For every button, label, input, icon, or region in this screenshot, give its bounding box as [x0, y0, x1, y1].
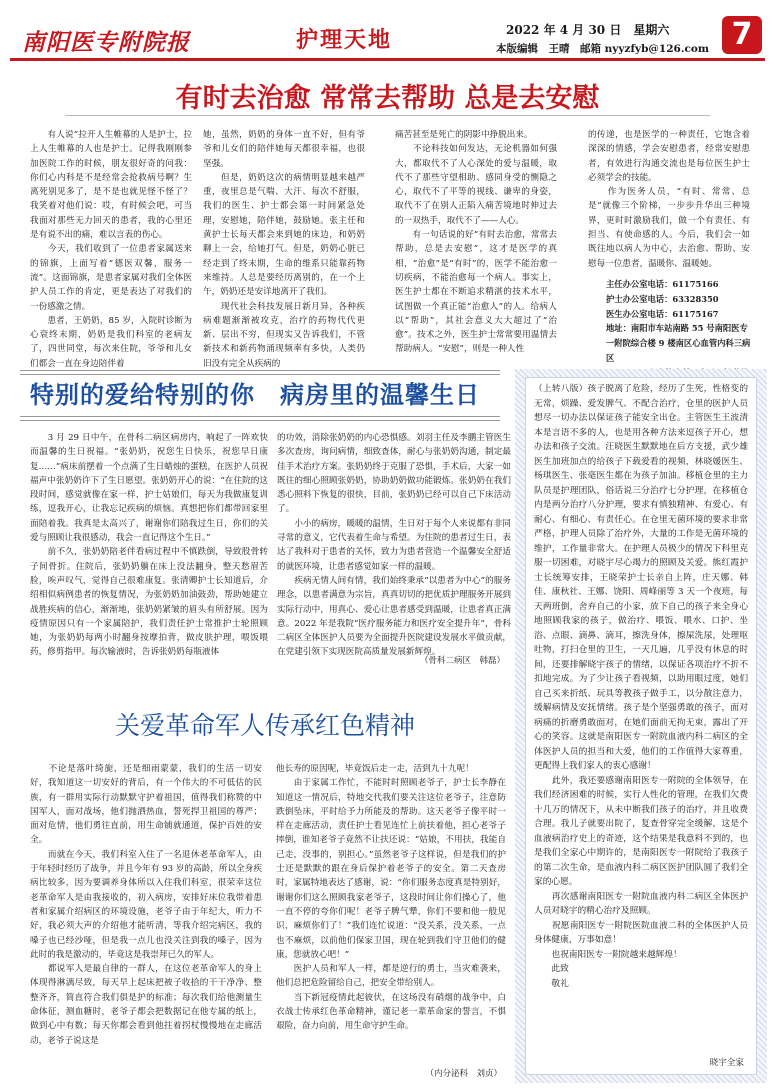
article1-column-2: 她，虽然，奶奶的身体一直不好，但有爷爷和儿女们的陪伴她每天都很幸福，也很坚强。 但是，奶奶这次的病情明显越来越严重，夜里总是气喘、大汗、每次不舒服，我们的医生、护士都会第一时间紧急处理，安慰她，陪伴她，鼓励她。张主任和黄护士长每天都会来到她的床边，和奶奶聊上一会，给她打气。但是，奶奶心脏已经走到了终末期，生命的维系只能靠药物来维持。人总是要经历离别的，在一个上午，奶奶还是安详地离开了我们。 现代社会科技发展日新月异，各种疾病难题渐渐被攻克，治疗的药物代代更新、层出不穷，但现实又告诉我们，不管新技术和新药物涌现频率有多快，人类仍旧没有完全从疾病的	[203, 130, 365, 369]
article3-column-2: 他长寿的原因呢，毕竟饭后走一走，活到九十九呢！ 由于家属工作忙，不能时时照顾老爷子，护士长李静在知道这一情况后，特地交代我们要关注这位老爷子，注意防跌倒坠床，平时给予力所能及的帮助。这天老爷子像平时一样在走廊活动，责任护士看见连忙上前扶着他，担心老爷子摔倒，谁知老爷子竟然不让扶还说：“姑娘，不用扶，我能自己走，没事的，别担心。”虽然老爷子这样说，但是我们的护士还是默默的跟在身后保护着老爷子的安全。第二天查房时，家属特地表达了感谢，说：“你们服务态度真是特别好，谢谢你们这么照顾我家老爷子，这段时间让你们操心了，他一直不停的夸你们呢！老爷子脾气犟，你们不要和他一般见识，麻烦你们了！”我们连忙说道：“没关系，没关系，一点也不麻烦，以前他们保家卫国，现在轮到我们守卫他们的健康，您就放心吧！” 医护人员和军人一样，都是逆行的勇士，当灾难袭来，他们总把危险留给自己，把安全带给别人。 当下新冠疫情此起彼伏，在这场没有硝烟的战争中，白衣战士传承红色革命精神，谨记老一辈革命家的誓言，不惧艰险，奋力向前，用生命守护生命。	[276, 764, 506, 1032]
article3-column-1: 不论是落叶绮旎，还是细雨蒙蒙，我们的生活一切安好，我知道这一切安好的背后，有一个伟大的不可低估的民族，有一群用实际行动默默守护着祖国，值得我们称赞的中国军人，面对战场，他们抛洒热血，誓死捍卫祖国的尊严；面对危情，他们勇往直前，用生命铺就通道，保护百姓的安全。 而就在今天，我们科室入住了一名退休老革命军人，由于年轻时经历了战争，并且今年有 93 岁的高龄，所以全身疾病比较多，因为要调养身体所以入住我们科室，很荣幸这位老革命军人是由我接收的，初入病房，安排好床位我带着患者和家属介绍病区的环境设施，老爷子由于年纪大，听力不好，我必须大声的介绍他才能听清，等我介绍完病区，我的嗓子也已经沙哑，但是我一点儿也没关注到我的嗓子，因为此时的我是激动的，毕竟这是我崇拜已久的军人。 都说军人是最自律的一群人，在这位老革命军人的身上体现得淋漓尽致，每天早上起床把被子收拾的干干净净、整整齐齐，简直符合我们俱是护的标准；每次我们给他测量生命体征，测血糖时，老爷子都会把数据记在他专属的纸上，做到心中有数；每天你都会看到他拄着拐杖慢慢地在走廊活动，老爷子说这是	[30, 764, 262, 1046]
sidebar-letter-text: （上转八版）孩子脱离了危险，经历了生死，性格变的无常，烦躁、爱发脾气、不配合治疗，仓里的医护人员想尽一切办法以保证孩子能安全出仓。主管医生王波清本是言语不多的人，也是用各种方法来逗孩子开心，想办法和孩子交流。汪晓医生默默地在后方支援，武少雄医生加班加点的给孩子下载爱看的视频，林晓媛医生、杨琪医生、张毫医生都在为孩子加油。移植仓里的主力队员是护理团队，俗话说三分治疗七分护理，在移植仓内是两分治疗八分护理，要求有慎独精神、有爱心、有耐心、有细心、有责任心。在仓里无菌环境的要求非常严格，护理人员除了治疗外，大量的工作是无菌环境的维护，工作量非常大。在护理人员极少的情况下科里克服一切困难，对晓宇尽心竭力的照顾及关爱。熊红霞护士长统筹安排，王晓荣护士长亲自上阵，庄天娜、韩佳、康秋社、王娜、饶阳、周峰丽等 3 天一个夜班，每天两班倒，舍弃自己的小家，放下自己的孩子来全身心地照顾我家的孩子，做治疗、喂饭、喂水、口护、坐浴、点眼、滴鼻、滴耳，擦洗身体，擦屎洗尿，处理呕吐物，打扫仓里的卫生，一天几遍，几乎没有休息的时间，还要排解晓宇孩子的情绪，以保证各项治疗不折不扣地完成。为了少让孩子看视频，以助用眼过度，她们自己买来折纸、玩具等教孩子做手工，以分散注意力，缓解病情及安抚情绪。孩子是个坚强勇敢的孩子，面对病痛的折磨勇敢面对，在她们面前无拘无束，露出了开心的笑容。这就是南阳医专一附院血液内科二病区的全体医护人员的担当和大爱，他们的工作值得大家尊重，更配得上我们家人的衷心感谢！ 此外，我还要感谢南阳医专一附院的全体领导，在我们经济困难的时候，实行人性化的管理，在我们欠费十几万的情况下，从未中断我们孩子的治疗，并且收费合理。我儿子就要出院了，复查骨穿完全缓解，这是个血液病治疗史上的奇迹，这个结果是我意料不到的，也是我们全家心中期许的，是南阳医专一附院给了我孩子的第二次生命，是血液内科二病区医护团队圆了我们全家的心愿。 再次感谢南阳医专一附院血液内科二病区全体医护人员对晓宇的精心治疗及照顾。 祝愿南阳医专一附院医院血液二科的全体医护人员身体健康，万事如意！ 也祝南阳医专一附院越来越辉煌！ 此致 敬礼	[534, 384, 748, 989]
page-number-badge: 7	[722, 16, 762, 54]
sidebar-inner-panel	[525, 377, 757, 1075]
section-name: 护理天地	[296, 28, 393, 53]
article3-signature: （内分泌科 刘贞）	[425, 1069, 502, 1079]
contact-address: 地址：南阳市车站南路 55 号南阳医专一附院综合楼 9 楼南区心血管内科三病区	[606, 323, 751, 363]
article1-column-1: 有人说“拉开人生帷幕的人是护士，拉上人生帷幕的人也是护士。记得我刚刚参加医院工作的时候，朋友很好奇的问我：你们心内科是不是经常会抢救病号啊？生离死别见多了，是不是也就见怪不怪了？我笑着对他们说：哎，有时候会吧，可当我面对那些无力回天的患者，我的心里还是有说不出的痛，难以言表的伤心。 今天，我们收到了一位患者家属送来的锦旗，上面写着“德医双馨，服务一流”。这面锦旗，是患者家属对我们全体医护人员工作的肯定，更是表达了对我们的一份感激之情。 患者，王奶奶，85 岁，入院时诊断为心衰终末期，奶奶是我们科室的老病友了，四世同堂，每次来住院，爷爷和儿女们都会一直在身边陪伴着	[30, 130, 192, 369]
article2-bottom-rule	[20, 416, 500, 421]
article1-headline: 有时去治愈 常常去帮助 总是去安慰	[175, 83, 600, 114]
contact-block	[606, 277, 756, 381]
article2-signature: （骨科二病区 韩磊）	[419, 656, 505, 666]
article2-column-2: 的功效，消除张奶奶的内心恐惧感。刘羽主任及李鹏主管医生多次查房，询问病情，细致查体，耐心与张奶奶沟通，制定最佳手术治疗方案。张奶奶终于克服了恐惧，手术后，大家一如既往的细心照顾张奶奶，协助奶奶做功能锻炼。张奶奶在我们悉心照料下恢复的很快，目前，张奶奶已经可以自己下床活动了。 小小的病房，暖暖的温情，生日对于每个人来说都有非同寻常的意义，它代表着生命与希望。为住院的患者过生日，表达了我科对于患者的关怀，致力为患者营造一个温馨安全舒适的就医环境，让患者感觉如家一样的温暖。 疾病无情人间有情，我们始终秉承“以患者为中心”的服务理念，以患者满意为宗旨，真真切切的把优质护理服务开展到实际行动中，用真心、爱心让患者感受到温暖，让患者真正满意。2022 年是我院“医疗服务能力和医疗安全提升年”，骨科二病区全体医护人员要为全面提升医院建设发展水平做贡献，在党建引领下实现医院高质量发展新辉煌。	[277, 433, 511, 658]
contact-line: 医生办公室电话：61175167	[606, 308, 719, 319]
sidebar-signature: 晓宇全家	[709, 1058, 744, 1068]
article2-column-1: 3 月 29 日中午，在骨科二病区病房内，响起了一阵欢快而温馨的生日祝福。“张奶奶，祝您生日快乐，祝您早日康复……”病床前摆着一个点满了生日蜡烛的蛋糕，在医护人员祝福声中张奶奶许下了生日愿望。张奶奶开心的说：“在住院的这段时间，感觉就像在家一样，护士姑娘们，每天为我做康复训练，逗我开心，让我忘记疾病的烦恼。真想把你们都带回家里面陪着我。我真是太高兴了，谢谢你们陪我过生日，你们的关爱与照顾让我很感动，我会一直记得这个生日。” 前不久，张奶奶陪老伴看病过程中不慎跌倒，导致股骨转子间骨折。住院后，张奶奶躺在床上没法翻身，整天愁眉苦脸，唉声叹气，觉得自己很难康复。张清卿护士长知道后，介绍相似病例患者的恢复情况，为张奶奶加油鼓劲，帮助她建立战胜疾病的信心，渐渐地，张奶奶紧皱的眉头有所舒展。因为疫情原因只有一个家属陪护，我们责任护士常推护士轮照顾她，为张奶奶每两小时翻身按摩拍背，做皮肤护理，喂饭喂药，修剪指甲。每次输液时，告诉张奶奶每瓶液体	[30, 433, 268, 658]
article3-headline: 关爱革命军人传承红色精神	[114, 711, 415, 740]
article1-column-3: 痛苦甚至是死亡的阴影中挣脱出来。 不论科技如何发达，无论机器如何强大，都取代不了人心深处的爱与温暖，取代不了那些守望相助、感同身受的恻隐之心，取代不了平等的视线、谦卑的身姿，取代不了在别人正陷入痛苦境地时伸过去的一双热手，取代不了——人心。 有一句话说的好“有时去治愈，常常去帮助，总是去安慰”，这才是医学的真相，“治愈”是“有时”的，医学不能治愈一切疾病，不能治愈每一个病人。事实上，医生护士都在不断追求精湛的技术水平，试图做一个真正能“治愈人”的人。给病人以“帮助”，其社会意义大大超过了“治愈”。技术之外，医生护士常常要用温情去帮助病人。“安慰”，则是一种人性	[395, 130, 557, 355]
sidebar-letter-box	[515, 369, 767, 1083]
contact-line: 护士办公室电话：63328350	[606, 293, 719, 304]
contact-line: 主任办公室电话：61175166	[606, 279, 719, 289]
article1-column-4: 的传递，也是医学的一种责任，它饱含着深深的情感，学会安慰患者，经常安慰患者，有效进行沟通交流也是每位医生护士必须学会的技能。 作为医务人员，“有时、常常、总是”就像三个阶梯，一步步升华出三种境界，更时时激励我们，做一个有责任、有担当、有使命感的人。今后，我们会一如既往地以病人为中心，去治愈、帮助、安慰每一位患者，温暖你、温暖她。	[588, 130, 750, 269]
newspaper-title: 南阳医专附院报	[22, 30, 190, 56]
article1-rule	[65, 115, 710, 116]
editor-line: 本版编辑 王晴 邮箱 nyyzfyb@126.com	[496, 43, 709, 55]
article2-headline: 特别的爱给特别的你 病房里的温馨生日	[30, 381, 480, 409]
masthead-rule	[10, 58, 765, 61]
issue-date: 2022 年 4 月 30 日 星期六	[506, 23, 670, 37]
